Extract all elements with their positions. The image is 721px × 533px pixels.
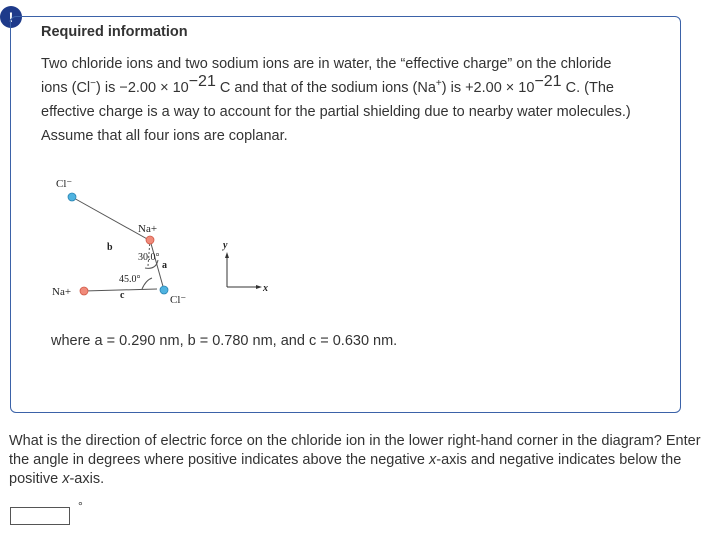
label-na-top: Na+ (138, 223, 158, 235)
info-title: Required information (41, 24, 188, 40)
axis-label-y: y (223, 240, 228, 251)
degree-unit: ° (78, 499, 83, 513)
y-axis-arrow-icon (225, 252, 229, 258)
label-cl-top: Cl⁻ (56, 178, 73, 190)
sodium-ion-left (80, 287, 88, 295)
label-b: b (107, 242, 113, 253)
x-axis-arrow-icon (256, 285, 262, 289)
info-paragraph: Two chloride ions and two sodium ions are in water, the “effective charge” on the chloride ions (Cl−) is $-2.00 \times 10^{-21}$ C and that of the sodium ions (Na+) is $+2.00 \times 10^{-21}$ C. (The effective charge is a way to account for the partial shielding due to nearby water molecules.) Assume that all four ions are coplanar. (41, 56, 631, 144)
label-c: c (120, 290, 125, 301)
angle-label-top: 30.0° (138, 252, 160, 263)
question-text: What is the direction of electric force on the chloride ion in the lower right-hand corner in the diagram? Enter the angle in degrees where positive indicates above the negative x-axis and negative indicates below the positive x-axis. (9, 433, 701, 487)
label-na-left: Na+ (52, 286, 72, 298)
dimensions-text: where a = 0.290 nm, b = 0.780 nm, and c = 0.630 nm. (51, 333, 398, 349)
angle-label-left: 45.0° (119, 274, 141, 285)
axis-label-x: x (263, 283, 268, 294)
sodium-ion-top (146, 236, 154, 244)
answer-input[interactable] (10, 507, 70, 525)
angle-arc-left (142, 278, 152, 289)
chloride-ion-bottom-right (160, 286, 168, 294)
label-cl-bottom: Cl⁻ (170, 294, 187, 306)
exclamation-icon: ! (0, 6, 22, 28)
chloride-ion-top-left (68, 193, 76, 201)
label-a: a (162, 260, 167, 271)
